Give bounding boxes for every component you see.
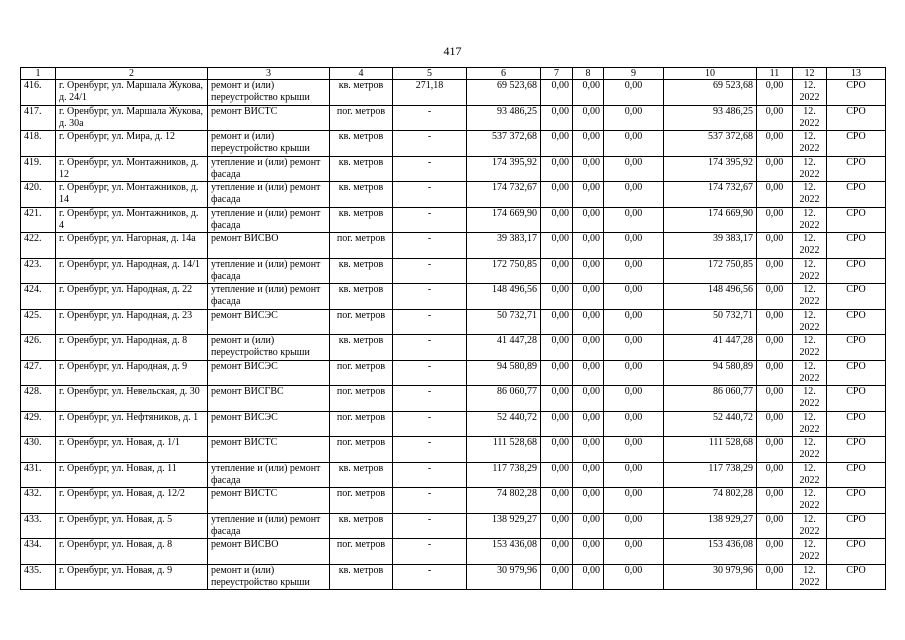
col9-cell: 0,00 bbox=[604, 335, 664, 361]
unit-cell: кв. метров bbox=[330, 207, 393, 233]
volume-cell: - bbox=[393, 335, 467, 361]
row-number: 423. bbox=[21, 258, 56, 284]
col10-cell: 153 436,08 bbox=[664, 539, 757, 565]
method-cell: СРО bbox=[827, 462, 886, 488]
col9-cell: 0,00 bbox=[604, 437, 664, 463]
completion-date-cell: 12. 2022 bbox=[793, 131, 827, 157]
volume-cell: - bbox=[393, 360, 467, 386]
method-cell: СРО bbox=[827, 309, 886, 335]
work-type-cell: утепление и (или) ремонт фасада bbox=[208, 207, 330, 233]
col11-cell: 0,00 bbox=[757, 207, 793, 233]
col10-cell: 74 802,28 bbox=[664, 488, 757, 514]
volume-cell: - bbox=[393, 284, 467, 310]
col7-cell: 0,00 bbox=[541, 105, 573, 131]
volume-cell: - bbox=[393, 564, 467, 590]
table-row bbox=[21, 131, 886, 157]
unit-cell: кв. метров bbox=[330, 131, 393, 157]
table-row bbox=[21, 309, 886, 335]
completion-date-cell: 12. 2022 bbox=[793, 156, 827, 182]
row-number: 425. bbox=[21, 309, 56, 335]
column-header-4: 4 bbox=[330, 68, 393, 80]
col10-cell: 172 750,85 bbox=[664, 258, 757, 284]
method-cell: СРО bbox=[827, 207, 886, 233]
address-cell: г. Оренбург, ул. Монтажников, д. 14 bbox=[56, 182, 208, 208]
col10-cell: 41 447,28 bbox=[664, 335, 757, 361]
volume-cell: - bbox=[393, 411, 467, 437]
col11-cell: 0,00 bbox=[757, 513, 793, 539]
volume-cell: - bbox=[393, 131, 467, 157]
address-cell: г. Оренбург, ул. Нефтяников, д. 1 bbox=[56, 411, 208, 437]
address-cell: г. Оренбург, ул. Новая, д. 9 bbox=[56, 564, 208, 590]
work-type-cell: ремонт и (или) переустройство крыши bbox=[208, 131, 330, 157]
work-type-cell: утепление и (или) ремонт фасада bbox=[208, 182, 330, 208]
volume-cell: - bbox=[393, 437, 467, 463]
col8-cell: 0,00 bbox=[573, 335, 604, 361]
col8-cell: 0,00 bbox=[573, 207, 604, 233]
col7-cell: 0,00 bbox=[541, 488, 573, 514]
row-number: 418. bbox=[21, 131, 56, 157]
table-row bbox=[21, 488, 886, 514]
total-cost-cell: 74 802,28 bbox=[467, 488, 541, 514]
completion-date-cell: 12. 2022 bbox=[793, 233, 827, 259]
address-cell: г. Оренбург, ул. Мира, д. 12 bbox=[56, 131, 208, 157]
col8-cell: 0,00 bbox=[573, 411, 604, 437]
col7-cell: 0,00 bbox=[541, 258, 573, 284]
completion-date-cell: 12. 2022 bbox=[793, 80, 827, 106]
total-cost-cell: 111 528,68 bbox=[467, 437, 541, 463]
unit-cell: кв. метров bbox=[330, 156, 393, 182]
row-number: 428. bbox=[21, 386, 56, 412]
method-cell: СРО bbox=[827, 386, 886, 412]
method-cell: СРО bbox=[827, 411, 886, 437]
col10-cell: 69 523,68 bbox=[664, 80, 757, 106]
table-row bbox=[21, 335, 886, 361]
method-cell: СРО bbox=[827, 233, 886, 259]
work-type-cell: ремонт ВИСТС bbox=[208, 437, 330, 463]
volume-cell: - bbox=[393, 539, 467, 565]
volume-cell: - bbox=[393, 309, 467, 335]
col10-cell: 50 732,71 bbox=[664, 309, 757, 335]
col7-cell: 0,00 bbox=[541, 386, 573, 412]
unit-cell: кв. метров bbox=[330, 335, 393, 361]
unit-cell: пог. метров bbox=[330, 233, 393, 259]
address-cell: г. Оренбург, ул. Маршала Жукова, д. 30а bbox=[56, 105, 208, 131]
col10-cell: 148 496,56 bbox=[664, 284, 757, 310]
total-cost-cell: 174 732,67 bbox=[467, 182, 541, 208]
col11-cell: 0,00 bbox=[757, 258, 793, 284]
address-cell: г. Оренбург, ул. Новая, д. 1/1 bbox=[56, 437, 208, 463]
work-type-cell: ремонт ВИСТС bbox=[208, 488, 330, 514]
work-type-cell: утепление и (или) ремонт фасада bbox=[208, 258, 330, 284]
completion-date-cell: 12. 2022 bbox=[793, 539, 827, 565]
col8-cell: 0,00 bbox=[573, 386, 604, 412]
volume-cell: - bbox=[393, 386, 467, 412]
col9-cell: 0,00 bbox=[604, 488, 664, 514]
method-cell: СРО bbox=[827, 182, 886, 208]
volume-cell: - bbox=[393, 462, 467, 488]
total-cost-cell: 41 447,28 bbox=[467, 335, 541, 361]
address-cell: г. Оренбург, ул. Новая, д. 5 bbox=[56, 513, 208, 539]
address-cell: г. Оренбург, ул. Монтажников, д. 4 bbox=[56, 207, 208, 233]
unit-cell: пог. метров bbox=[330, 488, 393, 514]
col7-cell: 0,00 bbox=[541, 437, 573, 463]
unit-cell: кв. метров bbox=[330, 513, 393, 539]
volume-cell: - bbox=[393, 513, 467, 539]
address-cell: г. Оренбург, ул. Новая, д. 12/2 bbox=[56, 488, 208, 514]
row-number: 416. bbox=[21, 80, 56, 106]
completion-date-cell: 12. 2022 bbox=[793, 513, 827, 539]
col8-cell: 0,00 bbox=[573, 462, 604, 488]
col8-cell: 0,00 bbox=[573, 360, 604, 386]
total-cost-cell: 537 372,68 bbox=[467, 131, 541, 157]
unit-cell: кв. метров bbox=[330, 564, 393, 590]
column-header-7: 7 bbox=[541, 68, 573, 80]
col10-cell: 117 738,29 bbox=[664, 462, 757, 488]
unit-cell: кв. метров bbox=[330, 284, 393, 310]
row-number: 419. bbox=[21, 156, 56, 182]
method-cell: СРО bbox=[827, 258, 886, 284]
column-header-3: 3 bbox=[208, 68, 330, 80]
address-cell: г. Оренбург, ул. Народная, д. 14/1 bbox=[56, 258, 208, 284]
work-type-cell: ремонт ВИСВО bbox=[208, 233, 330, 259]
col7-cell: 0,00 bbox=[541, 233, 573, 259]
completion-date-cell: 12. 2022 bbox=[793, 488, 827, 514]
column-header-2: 2 bbox=[56, 68, 208, 80]
col9-cell: 0,00 bbox=[604, 309, 664, 335]
row-number: 433. bbox=[21, 513, 56, 539]
unit-cell: пог. метров bbox=[330, 539, 393, 565]
completion-date-cell: 12. 2022 bbox=[793, 411, 827, 437]
col11-cell: 0,00 bbox=[757, 488, 793, 514]
unit-cell: кв. метров bbox=[330, 258, 393, 284]
table-header bbox=[21, 68, 886, 80]
col11-cell: 0,00 bbox=[757, 309, 793, 335]
col9-cell: 0,00 bbox=[604, 360, 664, 386]
row-number: 422. bbox=[21, 233, 56, 259]
method-cell: СРО bbox=[827, 335, 886, 361]
table-row bbox=[21, 80, 886, 106]
col10-cell: 138 929,27 bbox=[664, 513, 757, 539]
page-number: 417 bbox=[443, 44, 462, 58]
col10-cell: 174 732,67 bbox=[664, 182, 757, 208]
col8-cell: 0,00 bbox=[573, 488, 604, 514]
row-number: 435. bbox=[21, 564, 56, 590]
column-header-13: 13 bbox=[827, 68, 886, 80]
work-type-cell: утепление и (или) ремонт фасада bbox=[208, 513, 330, 539]
address-cell: г. Оренбург, ул. Невельская, д. 30 bbox=[56, 386, 208, 412]
col10-cell: 537 372,68 bbox=[664, 131, 757, 157]
method-cell: СРО bbox=[827, 156, 886, 182]
col7-cell: 0,00 bbox=[541, 513, 573, 539]
method-cell: СРО bbox=[827, 539, 886, 565]
completion-date-cell: 12. 2022 bbox=[793, 309, 827, 335]
unit-cell: кв. метров bbox=[330, 80, 393, 106]
total-cost-cell: 52 440,72 bbox=[467, 411, 541, 437]
col8-cell: 0,00 bbox=[573, 131, 604, 157]
col11-cell: 0,00 bbox=[757, 233, 793, 259]
method-cell: СРО bbox=[827, 360, 886, 386]
completion-date-cell: 12. 2022 bbox=[793, 360, 827, 386]
table-row bbox=[21, 207, 886, 233]
col9-cell: 0,00 bbox=[604, 207, 664, 233]
total-cost-cell: 30 979,96 bbox=[467, 564, 541, 590]
row-number: 434. bbox=[21, 539, 56, 565]
method-cell: СРО bbox=[827, 437, 886, 463]
col9-cell: 0,00 bbox=[604, 105, 664, 131]
unit-cell: пог. метров bbox=[330, 386, 393, 412]
volume-cell: 271,18 bbox=[393, 80, 467, 106]
col8-cell: 0,00 bbox=[573, 182, 604, 208]
col11-cell: 0,00 bbox=[757, 335, 793, 361]
completion-date-cell: 12. 2022 bbox=[793, 335, 827, 361]
table-row bbox=[21, 386, 886, 412]
method-cell: СРО bbox=[827, 80, 886, 106]
col10-cell: 111 528,68 bbox=[664, 437, 757, 463]
completion-date-cell: 12. 2022 bbox=[793, 437, 827, 463]
row-number: 421. bbox=[21, 207, 56, 233]
table-row bbox=[21, 105, 886, 131]
table-row bbox=[21, 539, 886, 565]
col7-cell: 0,00 bbox=[541, 182, 573, 208]
table-row bbox=[21, 564, 886, 590]
col11-cell: 0,00 bbox=[757, 131, 793, 157]
unit-cell: пог. метров bbox=[330, 309, 393, 335]
total-cost-cell: 138 929,27 bbox=[467, 513, 541, 539]
col11-cell: 0,00 bbox=[757, 182, 793, 208]
total-cost-cell: 50 732,71 bbox=[467, 309, 541, 335]
table-row bbox=[21, 233, 886, 259]
column-header-11: 11 bbox=[757, 68, 793, 80]
work-type-cell: ремонт и (или) переустройство крыши bbox=[208, 564, 330, 590]
col11-cell: 0,00 bbox=[757, 437, 793, 463]
total-cost-cell: 174 395,92 bbox=[467, 156, 541, 182]
total-cost-cell: 153 436,08 bbox=[467, 539, 541, 565]
table-row bbox=[21, 513, 886, 539]
col11-cell: 0,00 bbox=[757, 539, 793, 565]
completion-date-cell: 12. 2022 bbox=[793, 258, 827, 284]
table-row bbox=[21, 258, 886, 284]
col11-cell: 0,00 bbox=[757, 462, 793, 488]
col11-cell: 0,00 bbox=[757, 386, 793, 412]
row-number: 431. bbox=[21, 462, 56, 488]
col7-cell: 0,00 bbox=[541, 564, 573, 590]
col10-cell: 39 383,17 bbox=[664, 233, 757, 259]
total-cost-cell: 93 486,25 bbox=[467, 105, 541, 131]
table-row bbox=[21, 156, 886, 182]
col10-cell: 86 060,77 bbox=[664, 386, 757, 412]
volume-cell: - bbox=[393, 105, 467, 131]
col7-cell: 0,00 bbox=[541, 539, 573, 565]
table-row bbox=[21, 437, 886, 463]
col8-cell: 0,00 bbox=[573, 80, 604, 106]
volume-cell: - bbox=[393, 233, 467, 259]
column-header-9: 9 bbox=[604, 68, 664, 80]
total-cost-cell: 39 383,17 bbox=[467, 233, 541, 259]
address-cell: г. Оренбург, ул. Народная, д. 23 bbox=[56, 309, 208, 335]
address-cell: г. Оренбург, ул. Новая, д. 8 bbox=[56, 539, 208, 565]
volume-cell: - bbox=[393, 207, 467, 233]
column-header-8: 8 bbox=[573, 68, 604, 80]
table-row bbox=[21, 182, 886, 208]
table-row bbox=[21, 284, 886, 310]
col10-cell: 94 580,89 bbox=[664, 360, 757, 386]
works-table bbox=[20, 67, 886, 590]
work-type-cell: ремонт ВИСВО bbox=[208, 539, 330, 565]
method-cell: СРО bbox=[827, 284, 886, 310]
col7-cell: 0,00 bbox=[541, 131, 573, 157]
col8-cell: 0,00 bbox=[573, 539, 604, 565]
row-number: 432. bbox=[21, 488, 56, 514]
col9-cell: 0,00 bbox=[604, 411, 664, 437]
work-type-cell: ремонт ВИСГВС bbox=[208, 386, 330, 412]
method-cell: СРО bbox=[827, 488, 886, 514]
address-cell: г. Оренбург, ул. Новая, д. 11 bbox=[56, 462, 208, 488]
completion-date-cell: 12. 2022 bbox=[793, 207, 827, 233]
address-cell: г. Оренбург, ул. Монтажников, д. 12 bbox=[56, 156, 208, 182]
col7-cell: 0,00 bbox=[541, 360, 573, 386]
address-cell: г. Оренбург, ул. Маршала Жукова, д. 24/1 bbox=[56, 80, 208, 106]
work-type-cell: ремонт ВИСЭС bbox=[208, 360, 330, 386]
col7-cell: 0,00 bbox=[541, 284, 573, 310]
work-type-cell: ремонт ВИСТС bbox=[208, 105, 330, 131]
col8-cell: 0,00 bbox=[573, 284, 604, 310]
volume-cell: - bbox=[393, 488, 467, 514]
col10-cell: 52 440,72 bbox=[664, 411, 757, 437]
col7-cell: 0,00 bbox=[541, 80, 573, 106]
volume-cell: - bbox=[393, 258, 467, 284]
work-type-cell: ремонт ВИСЭС bbox=[208, 309, 330, 335]
col8-cell: 0,00 bbox=[573, 437, 604, 463]
col10-cell: 174 395,92 bbox=[664, 156, 757, 182]
col9-cell: 0,00 bbox=[604, 462, 664, 488]
work-type-cell: утепление и (или) ремонт фасада bbox=[208, 462, 330, 488]
col10-cell: 30 979,96 bbox=[664, 564, 757, 590]
col9-cell: 0,00 bbox=[604, 156, 664, 182]
total-cost-cell: 69 523,68 bbox=[467, 80, 541, 106]
address-cell: г. Оренбург, ул. Народная, д. 8 bbox=[56, 335, 208, 361]
col10-cell: 174 669,90 bbox=[664, 207, 757, 233]
volume-cell: - bbox=[393, 182, 467, 208]
volume-cell: - bbox=[393, 156, 467, 182]
col9-cell: 0,00 bbox=[604, 539, 664, 565]
col9-cell: 0,00 bbox=[604, 131, 664, 157]
address-cell: г. Оренбург, ул. Народная, д. 22 bbox=[56, 284, 208, 310]
total-cost-cell: 117 738,29 bbox=[467, 462, 541, 488]
unit-cell: кв. метров bbox=[330, 462, 393, 488]
unit-cell: пог. метров bbox=[330, 105, 393, 131]
col8-cell: 0,00 bbox=[573, 156, 604, 182]
method-cell: СРО bbox=[827, 564, 886, 590]
col8-cell: 0,00 bbox=[573, 258, 604, 284]
col7-cell: 0,00 bbox=[541, 335, 573, 361]
address-cell: г. Оренбург, ул. Народная, д. 9 bbox=[56, 360, 208, 386]
col9-cell: 0,00 bbox=[604, 513, 664, 539]
col8-cell: 0,00 bbox=[573, 309, 604, 335]
col10-cell: 93 486,25 bbox=[664, 105, 757, 131]
table-body bbox=[21, 80, 886, 590]
method-cell: СРО bbox=[827, 513, 886, 539]
completion-date-cell: 12. 2022 bbox=[793, 105, 827, 131]
row-number: 417. bbox=[21, 105, 56, 131]
column-header-5: 5 bbox=[393, 68, 467, 80]
col9-cell: 0,00 bbox=[604, 258, 664, 284]
col9-cell: 0,00 bbox=[604, 284, 664, 310]
completion-date-cell: 12. 2022 bbox=[793, 182, 827, 208]
unit-cell: пог. метров bbox=[330, 437, 393, 463]
completion-date-cell: 12. 2022 bbox=[793, 564, 827, 590]
total-cost-cell: 172 750,85 bbox=[467, 258, 541, 284]
col8-cell: 0,00 bbox=[573, 564, 604, 590]
unit-cell: пог. метров bbox=[330, 411, 393, 437]
unit-cell: пог. метров bbox=[330, 360, 393, 386]
col8-cell: 0,00 bbox=[573, 513, 604, 539]
table-row bbox=[21, 462, 886, 488]
col8-cell: 0,00 bbox=[573, 233, 604, 259]
col11-cell: 0,00 bbox=[757, 564, 793, 590]
col9-cell: 0,00 bbox=[604, 386, 664, 412]
header-row bbox=[21, 68, 886, 80]
col7-cell: 0,00 bbox=[541, 462, 573, 488]
col11-cell: 0,00 bbox=[757, 360, 793, 386]
col11-cell: 0,00 bbox=[757, 80, 793, 106]
col7-cell: 0,00 bbox=[541, 411, 573, 437]
column-header-1: 1 bbox=[21, 68, 56, 80]
address-cell: г. Оренбург, ул. Нагорная, д. 14а bbox=[56, 233, 208, 259]
row-number: 429. bbox=[21, 411, 56, 437]
total-cost-cell: 174 669,90 bbox=[467, 207, 541, 233]
row-number: 424. bbox=[21, 284, 56, 310]
total-cost-cell: 148 496,56 bbox=[467, 284, 541, 310]
work-type-cell: утепление и (или) ремонт фасада bbox=[208, 284, 330, 310]
work-type-cell: ремонт и (или) переустройство крыши bbox=[208, 80, 330, 106]
col11-cell: 0,00 bbox=[757, 156, 793, 182]
column-header-6: 6 bbox=[467, 68, 541, 80]
col9-cell: 0,00 bbox=[604, 182, 664, 208]
row-number: 430. bbox=[21, 437, 56, 463]
row-number: 420. bbox=[21, 182, 56, 208]
work-type-cell: ремонт ВИСЭС bbox=[208, 411, 330, 437]
total-cost-cell: 86 060,77 bbox=[467, 386, 541, 412]
table-row bbox=[21, 360, 886, 386]
column-header-12: 12 bbox=[793, 68, 827, 80]
work-type-cell: ремонт и (или) переустройство крыши bbox=[208, 335, 330, 361]
row-number: 427. bbox=[21, 360, 56, 386]
col9-cell: 0,00 bbox=[604, 80, 664, 106]
col9-cell: 0,00 bbox=[604, 233, 664, 259]
method-cell: СРО bbox=[827, 105, 886, 131]
col11-cell: 0,00 bbox=[757, 411, 793, 437]
col7-cell: 0,00 bbox=[541, 309, 573, 335]
col8-cell: 0,00 bbox=[573, 105, 604, 131]
col7-cell: 0,00 bbox=[541, 207, 573, 233]
unit-cell: кв. метров bbox=[330, 182, 393, 208]
row-number: 426. bbox=[21, 335, 56, 361]
col11-cell: 0,00 bbox=[757, 105, 793, 131]
col11-cell: 0,00 bbox=[757, 284, 793, 310]
completion-date-cell: 12. 2022 bbox=[793, 386, 827, 412]
completion-date-cell: 12. 2022 bbox=[793, 284, 827, 310]
work-type-cell: утепление и (или) ремонт фасада bbox=[208, 156, 330, 182]
completion-date-cell: 12. 2022 bbox=[793, 462, 827, 488]
col9-cell: 0,00 bbox=[604, 564, 664, 590]
col7-cell: 0,00 bbox=[541, 156, 573, 182]
total-cost-cell: 94 580,89 bbox=[467, 360, 541, 386]
table-row bbox=[21, 411, 886, 437]
column-header-10: 10 bbox=[664, 68, 757, 80]
method-cell: СРО bbox=[827, 131, 886, 157]
